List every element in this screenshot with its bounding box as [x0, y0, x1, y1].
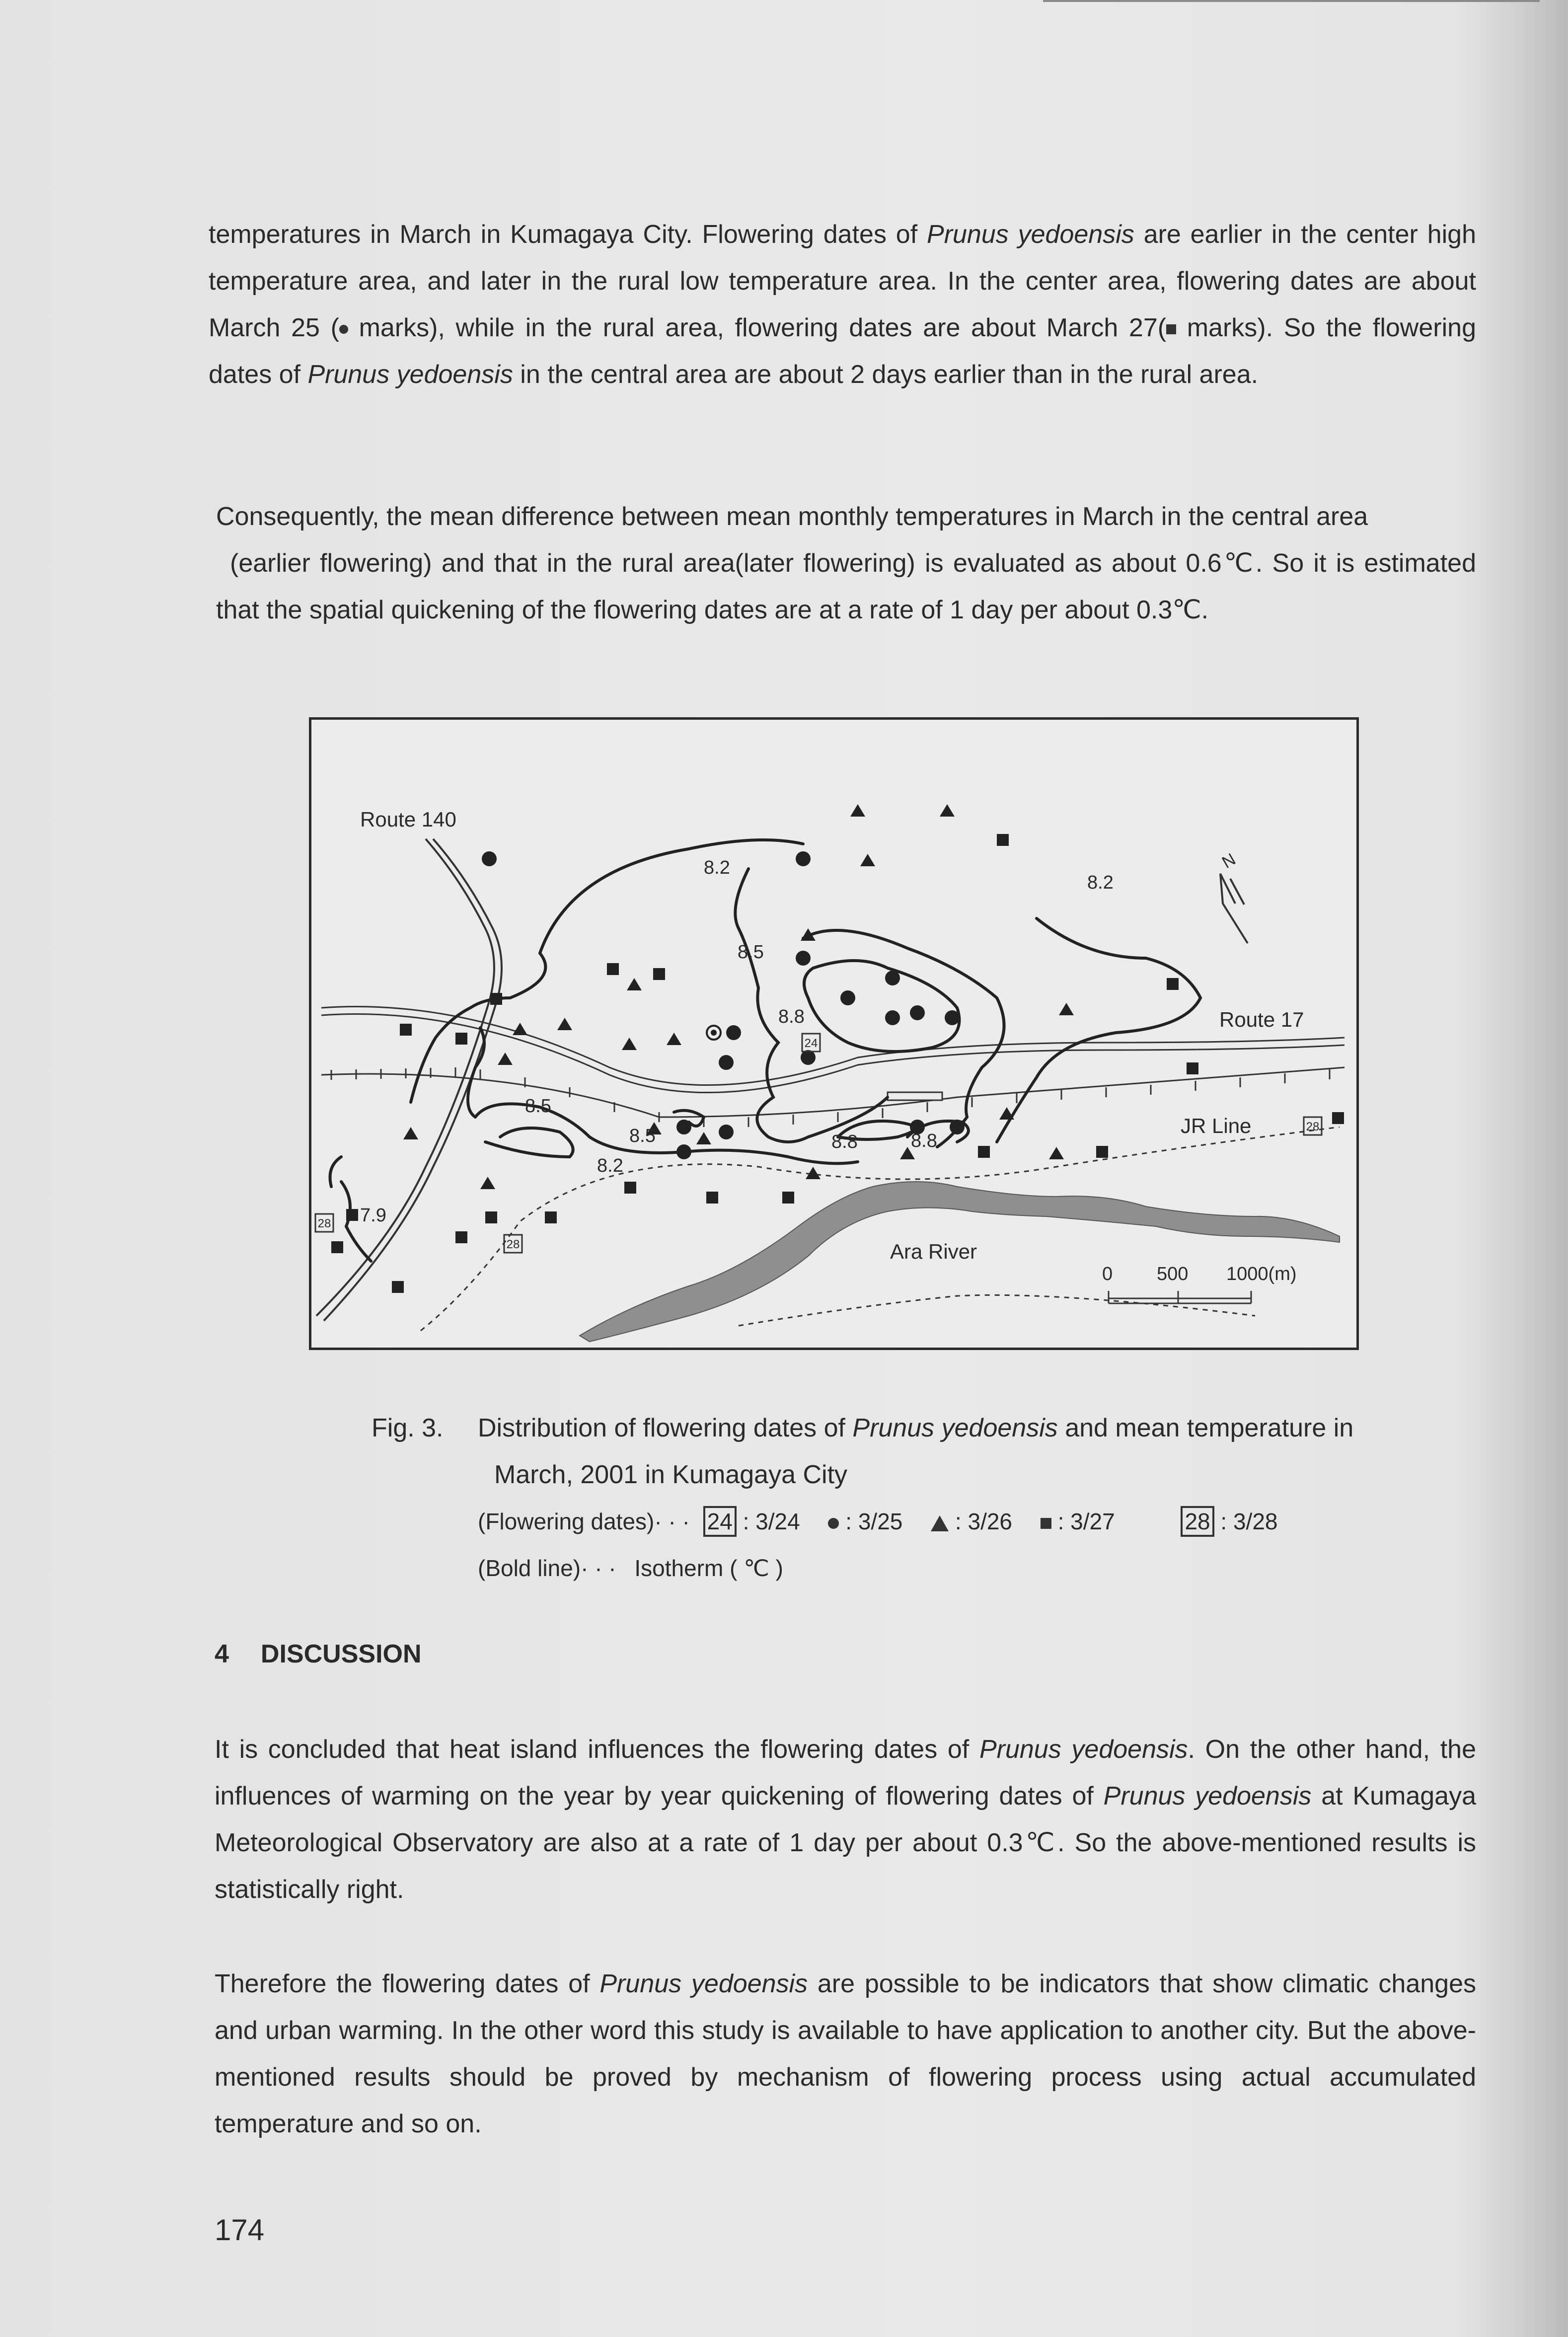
species-name: Prunus yedoensis: [979, 1735, 1188, 1764]
marker-0326: [860, 854, 875, 866]
legend-flowering: [478, 1498, 1372, 1545]
marker-0326: [1059, 1003, 1074, 1015]
species-name: Prunus yedoensis: [1103, 1782, 1312, 1810]
text-run: Consequently, the mean difference between mean monthly temperatures in March in the central area: [216, 502, 1368, 531]
marker-0327: [392, 1281, 404, 1293]
marker-0327: [997, 834, 1009, 846]
species-name: Prunus yedoensis: [599, 1969, 808, 1998]
text-run: Therefore the flowering dates of: [215, 1969, 600, 1998]
route-140-label: Route 140: [360, 808, 456, 831]
map-svg: [311, 720, 1356, 1348]
isotherm-label: 8.5: [738, 942, 764, 963]
marker-0325: [796, 951, 811, 966]
marker-0327: [1187, 1062, 1198, 1074]
legend-date: : 3/28: [1220, 1508, 1278, 1534]
isotherm-label: 8.2: [704, 857, 730, 878]
isotherm-label: 8.5: [525, 1096, 551, 1117]
marker-0325: [885, 1010, 900, 1025]
triangle-marker-icon: [931, 1515, 949, 1531]
marker-0327: [400, 1024, 412, 1036]
marker-0325: [910, 1005, 925, 1020]
isotherm-label: 8.8: [831, 1131, 858, 1152]
species-name: Prunus yedoensis: [307, 360, 513, 389]
observatory-icon: [711, 1030, 717, 1036]
marker-0327: [706, 1192, 718, 1204]
legend-label: (Bold line)· · ·: [478, 1555, 616, 1581]
paragraph-discussion-2: [215, 1960, 1476, 2147]
station: [888, 1092, 942, 1100]
scale-label: 0: [1102, 1264, 1113, 1284]
marker-0327: [346, 1209, 358, 1221]
legend-isotherm-text: Isotherm ( ℃ ): [634, 1555, 783, 1581]
paragraph-discussion-1: [215, 1726, 1476, 1913]
marker-0326: [696, 1132, 711, 1144]
legend-date: : 3/27: [1057, 1508, 1115, 1534]
figure-caption-line1: [478, 1405, 1353, 1451]
marker-0326: [557, 1018, 572, 1030]
marker-0327: [1167, 978, 1179, 990]
square-marker-icon: [1166, 324, 1176, 334]
marker-0325: [676, 1144, 691, 1159]
date-label-28: 28: [506, 1238, 520, 1251]
marker-0327: [455, 1033, 467, 1045]
scale-labels: [1102, 1264, 1297, 1284]
legend-box-28: 28: [1181, 1506, 1214, 1537]
legend-isotherm: [478, 1545, 783, 1591]
marker-0325: [950, 1120, 965, 1134]
text-run: marks). So the flowering dates of: [209, 313, 1476, 389]
text-run: and mean temperature in: [1057, 1414, 1354, 1442]
section-title: DISCUSSION: [260, 1640, 422, 1668]
marker-0325: [840, 990, 855, 1005]
marker-0325: [796, 851, 811, 866]
text-run: . On the other hand, the influences of warming on the year by year quickening of flowering dates of: [215, 1735, 1476, 1810]
marker-0327: [624, 1182, 636, 1194]
figure-caption-line2: March, 2001 in Kumagaya City: [494, 1460, 848, 1489]
date-label-28: 28: [1306, 1120, 1320, 1133]
legend-date: : 3/24: [743, 1508, 800, 1534]
section-number: 4: [215, 1640, 229, 1668]
marker-0325: [719, 1125, 734, 1139]
page-top-edge: [1043, 0, 1540, 2]
legend-date: : 3/25: [845, 1508, 903, 1534]
paragraph-results: [209, 211, 1476, 398]
isotherm-label: 7.9: [360, 1205, 386, 1226]
text-run: in the central area are about 2 days earlier than in the rural area.: [513, 360, 1259, 389]
marker-0327: [490, 993, 502, 1005]
marker-0326: [940, 804, 955, 817]
marker-0326: [667, 1033, 681, 1045]
text-run: (earlier flowering) and that in the rural area(later flowering) is evaluated as about 0.6℃. So it is estimated that the spatial quickening of the flowering dates are at a rate of 1 day per about 0.3℃.: [216, 549, 1476, 624]
species-name: Prunus yedoensis: [852, 1414, 1058, 1442]
ara-river-label: Ara River: [890, 1240, 977, 1263]
marker-0326: [622, 1038, 637, 1050]
text-run: Distribution of flowering dates of: [478, 1414, 853, 1442]
marker-0327: [1332, 1112, 1344, 1124]
text-run: are earlier in the center high temperature area, and later in the rural low temperature area. In the center area, flowering dates are about March 25 (: [209, 220, 1477, 342]
date-label-28: 28: [317, 1217, 331, 1230]
marker-0325: [945, 1010, 960, 1025]
marker-0327: [978, 1146, 990, 1158]
jr-line-label: JR Line: [1181, 1114, 1252, 1137]
north-arrow-icon: [1220, 874, 1248, 943]
marker-0326: [850, 804, 865, 817]
section-heading: [215, 1639, 422, 1669]
marker-0327: [607, 963, 619, 975]
marker-0326: [627, 978, 642, 990]
marker-0325: [726, 1025, 741, 1040]
paragraph-consequently: [216, 493, 1476, 633]
route-17-label: Route 17: [1219, 1008, 1304, 1031]
isotherm-label: 8.2: [1087, 872, 1114, 893]
text-run: are possible to be indicators that show climatic changes and urban warming. In the other word this study is available to have application to another city. But the above-mentioned results should be proved by mechanism of flowering process using actual accumulated temperature and so on.: [215, 1969, 1476, 2138]
marker-0327: [782, 1192, 794, 1204]
marker-0327: [455, 1231, 467, 1243]
marker-0325: [885, 971, 900, 985]
marker-0327: [1096, 1146, 1108, 1158]
marker-0325: [482, 851, 497, 866]
circle-marker-icon: [339, 325, 348, 334]
north-label: N: [1219, 849, 1239, 872]
scale-bar: [1109, 1291, 1251, 1303]
isotherm-label: 8.5: [629, 1126, 656, 1146]
text-run: It is concluded that heat island influences the flowering dates of: [215, 1735, 979, 1764]
marker-0327: [485, 1211, 497, 1223]
route-140: [316, 839, 502, 1321]
marker-0327: [331, 1241, 343, 1253]
figure-number: Fig. 3.: [372, 1414, 444, 1442]
date-label-24: 24: [804, 1037, 818, 1050]
species-name: Prunus yedoensis: [927, 220, 1134, 249]
isotherm-label: 8.8: [911, 1131, 937, 1151]
marker-0326: [403, 1127, 418, 1139]
marker-0326: [513, 1023, 527, 1035]
isotherm-label: 8.8: [778, 1006, 805, 1027]
marker-0327: [545, 1211, 557, 1223]
marker-0326: [498, 1053, 513, 1065]
legend-box-24: 24: [703, 1506, 737, 1537]
marker-0326: [480, 1177, 495, 1189]
square-marker-icon: [1041, 1518, 1051, 1529]
scale-label: 500: [1157, 1264, 1189, 1284]
page-number: 174: [215, 2213, 265, 2247]
figure-map: [309, 717, 1359, 1350]
marker-0327: [653, 968, 665, 980]
legend-label: (Flowering dates)· · ·: [478, 1508, 690, 1534]
scale-label: 1000(m): [1226, 1264, 1297, 1284]
marker-0325: [719, 1055, 734, 1070]
circle-marker-icon: [828, 1518, 839, 1529]
text-run: temperatures in March in Kumagaya City. Flowering dates of: [209, 220, 927, 249]
marker-0326: [1049, 1147, 1064, 1159]
text-run: at Kumagaya Meteorological Observatory are also at a rate of 1 day per about 0.3℃. So the above-mentioned results is statistically right.: [215, 1782, 1477, 1904]
legend-date: : 3/26: [955, 1508, 1013, 1534]
text-run: marks), while in the rural area, flowering dates are about March 27(: [348, 313, 1167, 342]
marker-0325: [676, 1120, 691, 1134]
isotherm-label: 8.2: [597, 1155, 623, 1176]
